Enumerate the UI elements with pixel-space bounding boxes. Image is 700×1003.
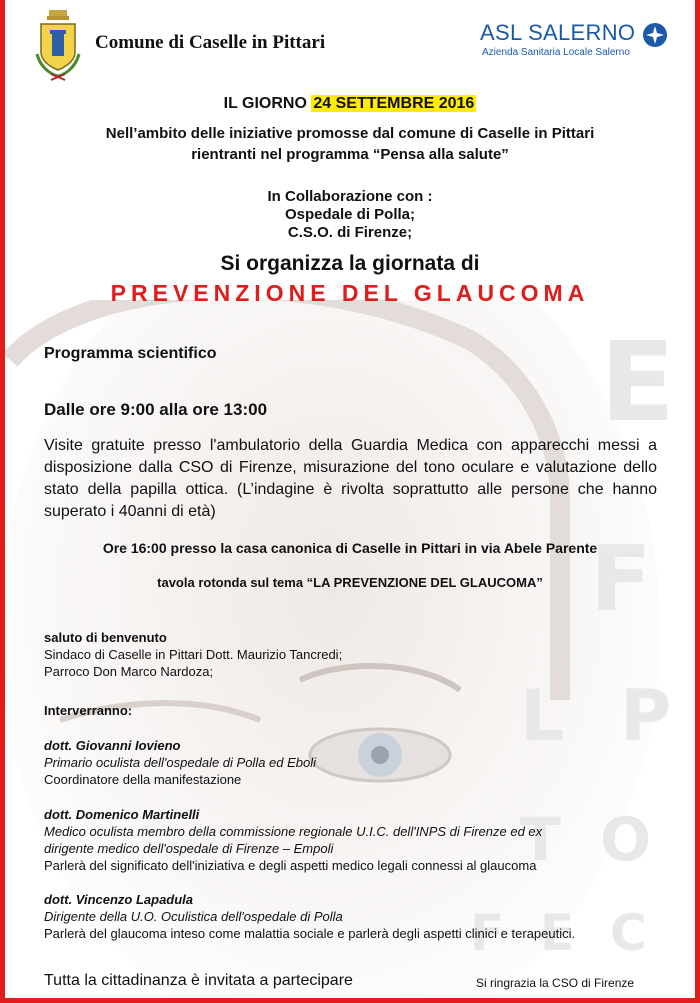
- welcome-line: Parroco Don Marco Nardoza;: [44, 664, 214, 679]
- round-table-line: tavola rotonda sul tema “LA PREVENZIONE DEL GLAUCOMA”: [157, 575, 543, 590]
- header: [0, 0, 700, 90]
- svg-text:E: E: [540, 904, 575, 962]
- partner-item: C.S.O. di Firenze;: [287, 224, 413, 241]
- invitation-line: Tutta la cittadinanza è invitata a partecipare: [44, 972, 353, 989]
- date-prefix: IL GIORNO: [223, 95, 307, 112]
- asl-title: ASL SALERNO: [480, 20, 636, 45]
- event-date: 24 SETTEMBRE 2016: [313, 95, 475, 112]
- morning-description: Visite gratuite presso l'ambulatorio della Guardia Medica con apparecchi messi a disposizione dalla CSO di Firenze, misurazione del tono oculare e valutazione dello stato della papilla ottica. (L’indagine è rivolta soprattutto alle persone che hanno superato i 40anni di età): [44, 437, 657, 520]
- svg-text:E: E: [600, 318, 676, 446]
- svg-text:L: L: [520, 675, 565, 757]
- program-heading: Programma scientifico: [44, 345, 217, 362]
- welcome-heading: saluto di benvenuto: [44, 630, 167, 645]
- partner-item: Ospedale di Polla;: [284, 206, 416, 223]
- speakers-heading: Interverranno:: [44, 703, 133, 718]
- speaker-role: Primario oculista dell'ospedale di Polla ed Eboli: [44, 755, 317, 770]
- date-line: [0, 95, 700, 113]
- intro-line-2: rientranti nel programma “Pensa alla salute”: [191, 146, 509, 163]
- speaker-name: dott. Giovanni Iovieno: [44, 738, 181, 753]
- svg-text:P: P: [620, 675, 672, 757]
- comune-name: Comune di Caselle in Pittari: [95, 32, 326, 53]
- morning-time: Dalle ore 9:00 alla ore 13:00: [44, 400, 268, 419]
- svg-text:T: T: [520, 805, 561, 875]
- speaker-role: Dirigente della U.O. Oculistica dell'ospedale di Polla: [44, 909, 343, 924]
- collaboration-heading: In Collaborazione con :: [267, 188, 433, 205]
- speaker-block: [44, 737, 664, 788]
- svg-text:F: F: [470, 904, 505, 962]
- svg-text:C: C: [610, 904, 647, 962]
- speaker-topic: Parlerà del glaucoma inteso come malattia sociale e parlerà degli aspetti clinici e terapeutici.: [44, 926, 576, 941]
- coat-of-arms-icon: [33, 10, 83, 82]
- intro-line-1: Nell’ambito delle iniziative promosse dal comune di Caselle in Pittari: [105, 125, 595, 142]
- collaboration: [0, 188, 700, 242]
- svg-text:F: F: [590, 527, 652, 632]
- welcome-block: [44, 629, 664, 680]
- event-title: PREVENZIONE DEL GLAUCOMA: [110, 280, 590, 306]
- speaker-name: dott. Vincenzo Lapadula: [44, 892, 194, 907]
- svg-text:O: O: [600, 805, 652, 875]
- speaker-topic: Coordinatore della manifestazione: [44, 772, 242, 787]
- speaker-topic: Parlerà del significato dell'iniziativa e degli aspetti medico legali connessi al glaucoma: [44, 858, 537, 873]
- speaker-role: dirigente medico dell'ospedale di Firenze – Empoli: [44, 841, 334, 856]
- intro: [0, 123, 700, 165]
- asl-subtitle: Azienda Sanitaria Locale Salerno: [482, 47, 630, 58]
- thanks-line: Si ringrazia la CSO di Firenze: [476, 976, 635, 990]
- asl-cross-logo-icon: [642, 22, 668, 48]
- speaker-role: Medico oculista membro della commissione regionale U.I.C. dell'INPS di Firenze ed ex: [44, 824, 543, 839]
- organizza-line: Si organizza la giornata di: [220, 252, 480, 275]
- speaker-block: [44, 806, 664, 874]
- afternoon-line: Ore 16:00 presso la casa canonica di Caselle in Pittari in via Abele Parente: [102, 540, 598, 556]
- speaker-name: dott. Domenico Martinelli: [44, 807, 200, 822]
- speaker-block: [44, 891, 664, 942]
- welcome-line: Sindaco di Caselle in Pittari Dott. Maurizio Tancredi;: [44, 647, 343, 662]
